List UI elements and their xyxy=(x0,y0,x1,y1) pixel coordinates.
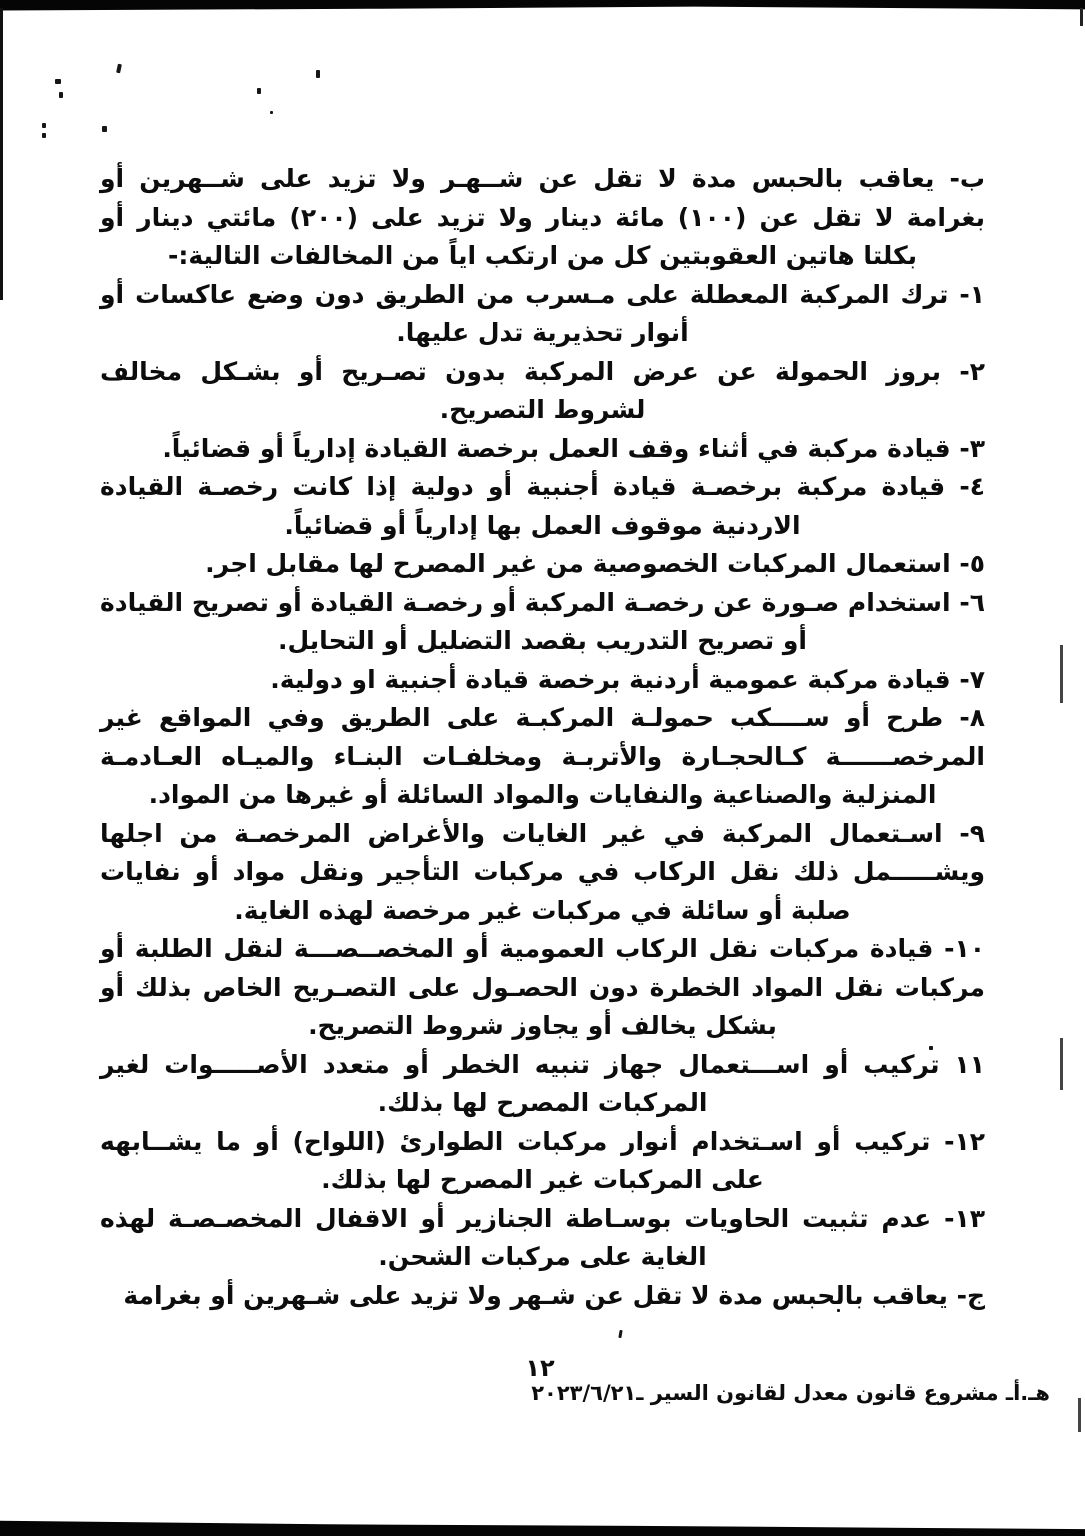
scan-speck xyxy=(116,64,122,74)
violation-item: ٧- قيادة مركبة عمومية أردنية برخصة قيادة أجنبية او دولية. xyxy=(270,664,985,694)
paragraph-penalty-j: ج- يعاقب بالحبس مدة لا تقل عن شـهر ولا تزيد على شـهرين أو بغرامة xyxy=(123,1280,985,1310)
scan-speck xyxy=(55,79,61,84)
footer-note: هـ.أـ مشروع قانون معدل لقانون السير ـ٢٠٢٣/٦/٢١ xyxy=(531,1381,1050,1405)
violation-item: ١١ تركيب أو اســـتعمال جهاز تنبيه الخطر أو متعدد الأصـــــوات لغير المركبات المصرح لها بذلك. xyxy=(100,1049,985,1117)
violation-item: ١٠- قيادة مركبات نقل الركاب العمومية أو المخصــصـــة لنقل الطلبة أو مركبات نقل المواد الخطرة دون الحصـول على التصـريح الخاص بذلك أو بشكل يخالف أو يجاوز شروط التصريح. xyxy=(100,934,985,1040)
scan-speck xyxy=(257,88,261,94)
violation-item: ٩- اسـتعمال المركبة في غير الغايات والأغراض المرخصـة من اجلها ويشـــــمل ذلك نقل الركاب في مركبات التأجير ونقل مواد أو نفايات صلبة أو سائلة في مركبات غير مرخصة لهذه الغاية. xyxy=(100,818,985,925)
scan-speck xyxy=(316,70,320,78)
violation-item: ٢- بروز الحمولة عن عرض المركبة بدون تصـريح أو بشـكل مخالف لشروط التصريح. xyxy=(100,356,985,424)
paragraph-penalty-b: ب- يعاقب بالحبس مدة لا تقل عن شــهـر ولا تزيد على شــهرين أو بغرامة لا تقل عن (١٠٠) مائة دينار ولا تزيد على (٢٠٠) مائتي دينار أو بكلتا هاتين العقوبتين كل من ارتكب اياً من المخالفات التالية:- xyxy=(100,164,986,270)
violation-item: ١٢- تركيب أو اسـتخدام أنوار مركبات الطوارئ (اللواح) أو ما يشــابهه على المركبات غير المصرح لها بذلك. xyxy=(100,1126,985,1194)
scan-right-streak xyxy=(1060,1038,1063,1090)
scan-speck xyxy=(42,133,46,138)
scan-corner-mark xyxy=(1080,8,1083,26)
scan-edge-top xyxy=(0,0,1085,11)
scan-speck xyxy=(102,126,107,132)
violation-item: ٥- استعمال المركبات الخصوصية من غير المصرح لها مقابل اجر. xyxy=(205,549,985,578)
violations-list xyxy=(100,276,985,1277)
violation-item: ٦- استخدام صـورة عن رخصـة المركبة أو رخصـة القيادة أو تصريح القيادة أو تصريح التدريب بقصد التضليل أو التحايل. xyxy=(100,587,985,655)
violation-item: ١٣- عدم تثبيت الحاويات بوسـاطة الجنازير أو الاقفال المخصـصـة لهذه الغاية على مركبات الشحن. xyxy=(100,1203,985,1271)
violation-item: ١- ترك المركبة المعطلة على مـسرب من الطريق دون وضع عاكسات أو أنوار تحذيرية تدل عليها. xyxy=(100,279,985,347)
scan-edge-left xyxy=(0,8,3,300)
scan-speck xyxy=(42,123,46,128)
scan-speck xyxy=(59,92,63,98)
page-number: ١٢ xyxy=(525,1354,555,1382)
scan-right-streak xyxy=(1060,645,1063,703)
scan-speck xyxy=(270,111,273,114)
scan-right-streak xyxy=(1078,1398,1081,1432)
document-body xyxy=(100,160,985,1315)
violation-item: ٤- قيادة مركبة برخصـة قيادة أجنبية أو دولية إذا كانت رخصـة القيادة الاردنية موقوف العمل بها إدارياً أو قضائياً. xyxy=(100,472,985,540)
violation-item: ٣- قيادة مركبة في أثناء وقف العمل برخصة القيادة إدارياً أو قضائياً. xyxy=(162,433,985,463)
violation-item: ٨- طرح أو ســــكب حمولـة المركبـة على الطريق وفي المواقع غير المرخصــــــة كـالحجـارة والأتربـة ومخلفـات البنـاء والميـاه العـادمـة المنزلية والصناعية والنفايات والمواد السائلة أو غيرها من المواد. xyxy=(100,703,985,809)
scan-edge-bottom xyxy=(0,1518,1085,1536)
scan-speck xyxy=(618,1330,622,1338)
